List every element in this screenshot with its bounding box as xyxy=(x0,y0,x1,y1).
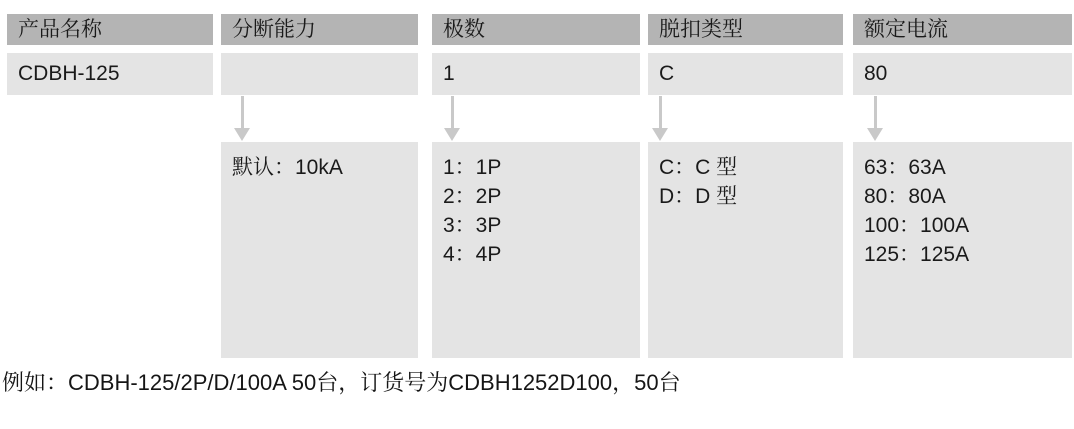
header-breaking-capacity: 分断能力 xyxy=(221,14,418,45)
value-rated-current: 80 xyxy=(853,53,1072,95)
down-arrow-icon xyxy=(444,96,460,141)
option-line: 100：100A xyxy=(864,214,970,237)
option-line: 默认：10kA xyxy=(232,156,343,179)
value-product-name: CDBH-125 xyxy=(7,53,213,95)
option-line: 1：1P xyxy=(443,156,502,179)
options-trip-type xyxy=(648,142,843,358)
option-line: 80：80A xyxy=(864,185,946,208)
value-breaking-capacity xyxy=(221,53,418,95)
header-rated-current: 额定电流 xyxy=(853,14,1072,45)
header-product-name: 产品名称 xyxy=(7,14,213,45)
option-line: 4：4P xyxy=(443,243,502,266)
option-line: 63：63A xyxy=(864,156,946,179)
option-line: C：C 型 xyxy=(659,156,738,179)
value-trip-type: C xyxy=(648,53,843,95)
option-line: D：D 型 xyxy=(659,185,738,208)
example-note: 例如：CDBH-125/2P/D/100A 50台，订货号为CDBH1252D100，50台 xyxy=(2,370,681,395)
header-poles: 极数 xyxy=(432,14,640,45)
down-arrow-icon xyxy=(652,96,668,141)
options-rated-current xyxy=(853,142,1072,358)
options-poles xyxy=(432,142,640,358)
header-trip-type: 脱扣类型 xyxy=(648,14,843,45)
down-arrow-icon xyxy=(867,96,883,141)
option-line: 125：125A xyxy=(864,243,970,266)
options-breaking-capacity xyxy=(221,142,418,358)
down-arrow-icon xyxy=(234,96,250,141)
option-line: 3：3P xyxy=(443,214,502,237)
value-poles: 1 xyxy=(432,53,640,95)
option-line: 2：2P xyxy=(443,185,502,208)
